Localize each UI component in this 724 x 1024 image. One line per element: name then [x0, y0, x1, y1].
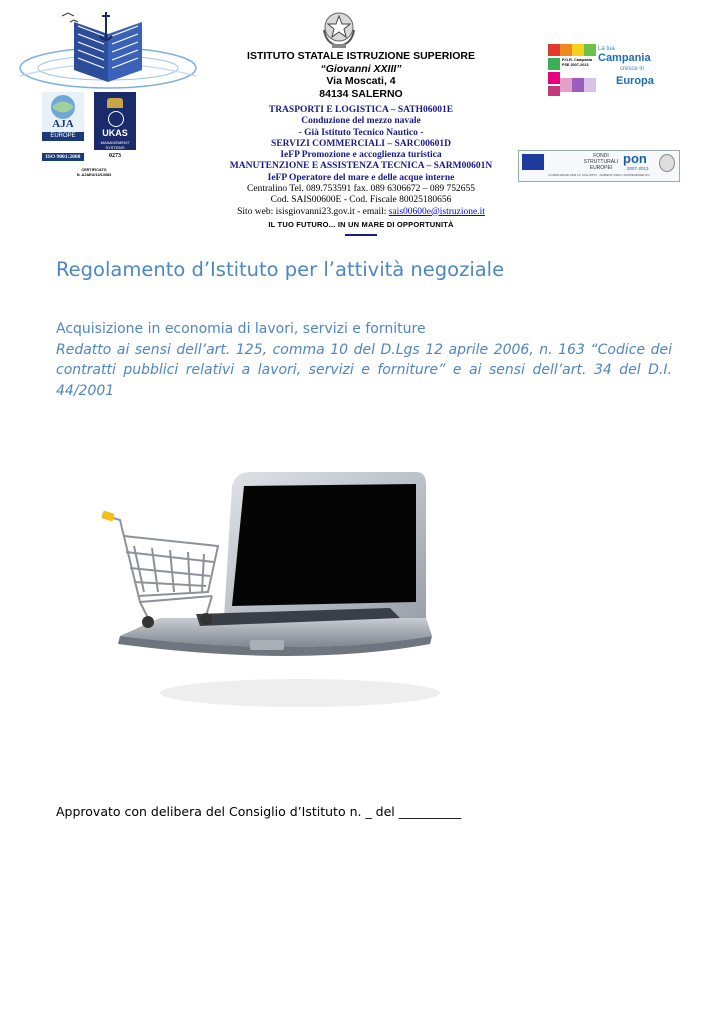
fondi-label-2: STRUTTURALI	[583, 159, 619, 165]
italian-republic-emblem	[320, 8, 358, 50]
eu-flag-icon	[522, 154, 544, 170]
phone-line: Centralino Tel. 089.753591 fax. 089 6306672 – 089 752655	[247, 184, 475, 195]
document-title: Regolamento d’Istituto per l’attività negoziale	[56, 258, 505, 281]
motto: IL TUO FUTURO... IN UN MARE DI OPPORTUNITÀ	[268, 219, 454, 229]
email-link[interactable]: sais00600e@istruzione.it	[388, 206, 485, 217]
laptop-shopping-cart-image	[100, 468, 440, 710]
document-subtitle-block	[56, 319, 672, 401]
pon-label: pon	[623, 151, 647, 166]
course-line: MANUTENZIONE E ASSISTENZA TECNICA – SARM00601N	[229, 161, 493, 172]
check-icon	[108, 111, 124, 127]
campania-mid-label: cresce in	[620, 66, 645, 72]
course-line: TRASPORTI E LOGISTICA – SATH06001E	[268, 105, 454, 115]
iso-label: ISO 9001:2008	[42, 153, 84, 161]
aja-certification-logo	[42, 92, 84, 152]
fondi-bottom-label: COMPETENZE PER LO SVILUPPO · AMBIENTI PER L'APPRENDIMENTO	[548, 173, 650, 177]
course-line: Conduzione del mezzo navale	[301, 116, 421, 127]
school-name: ISTITUTO STATALE ISTRUZIONE SUPERIORE	[247, 50, 475, 62]
crown-icon	[107, 98, 123, 108]
web-line	[195, 207, 527, 218]
codes-line: Cod. SAIS00600E - Cod. Fiscale 80025180656	[270, 195, 452, 206]
school-subname: “Giovanni XXIII”	[320, 62, 402, 75]
approval-line: Approvato con delibera del Consiglio d’Istituto n. _ del __________	[56, 804, 462, 819]
course-line: IeFP Promozione e accoglienza turistica	[280, 150, 442, 161]
campania-label: Campania	[598, 52, 651, 64]
web-prefix: Sito web: isisgiovanni23.gov.it - email:	[237, 206, 389, 217]
certificate-label: CERTIFICATO	[81, 168, 107, 172]
aja-sublabel: EUROPE	[42, 132, 84, 141]
course-line: - Già Istituto Tecnico Nautico -	[298, 127, 424, 138]
pon-years: 2007-2013	[627, 166, 649, 171]
ukas-number: 0273	[109, 153, 121, 159]
italian-emblem-small-icon	[659, 154, 675, 172]
course-line: SERVIZI COMMERCIALI – SARC00601D	[271, 138, 451, 149]
certificate-number: N. AJAEU/13/13083	[76, 173, 112, 177]
ukas-certification-logo	[94, 92, 136, 150]
document-legal-reference: Redatto ai sensi dell’art. 125, comma 10 del D.Lgs 12 aprile 2006, n. 163 “Codice dei contratti pubblici relativi a lavori, servizi e forniture” e ai sensi dell’art. 34 del D.I. 44/2001	[56, 341, 672, 399]
fondi-label-1: FONDI	[593, 153, 609, 159]
school-logo	[18, 4, 198, 92]
por-label: P.O.R. Campania FSE 2007-2013	[562, 58, 593, 67]
campania-top-label: La tua	[598, 46, 615, 52]
document-subtitle: Acquisizione in economia di lavori, servizi e forniture	[56, 321, 426, 337]
school-city: 84134 SALERNO	[319, 87, 403, 100]
aja-label: AJA	[52, 118, 74, 130]
ukas-label: UKAS	[102, 128, 128, 138]
school-header	[195, 50, 527, 236]
fondi-label-3: EUROPEI	[589, 165, 613, 171]
pon-fondi-strutturali-banner	[518, 150, 680, 182]
ukas-sublabel: MANAGEMENT SYSTEMS	[100, 140, 130, 150]
course-line: IeFP Operatore del mare e delle acque interne	[267, 172, 455, 183]
header-divider	[345, 234, 377, 236]
europa-label: Europa	[616, 75, 654, 87]
school-address: Via Moscati, 4	[326, 75, 396, 87]
campania-europa-logo	[548, 44, 668, 96]
